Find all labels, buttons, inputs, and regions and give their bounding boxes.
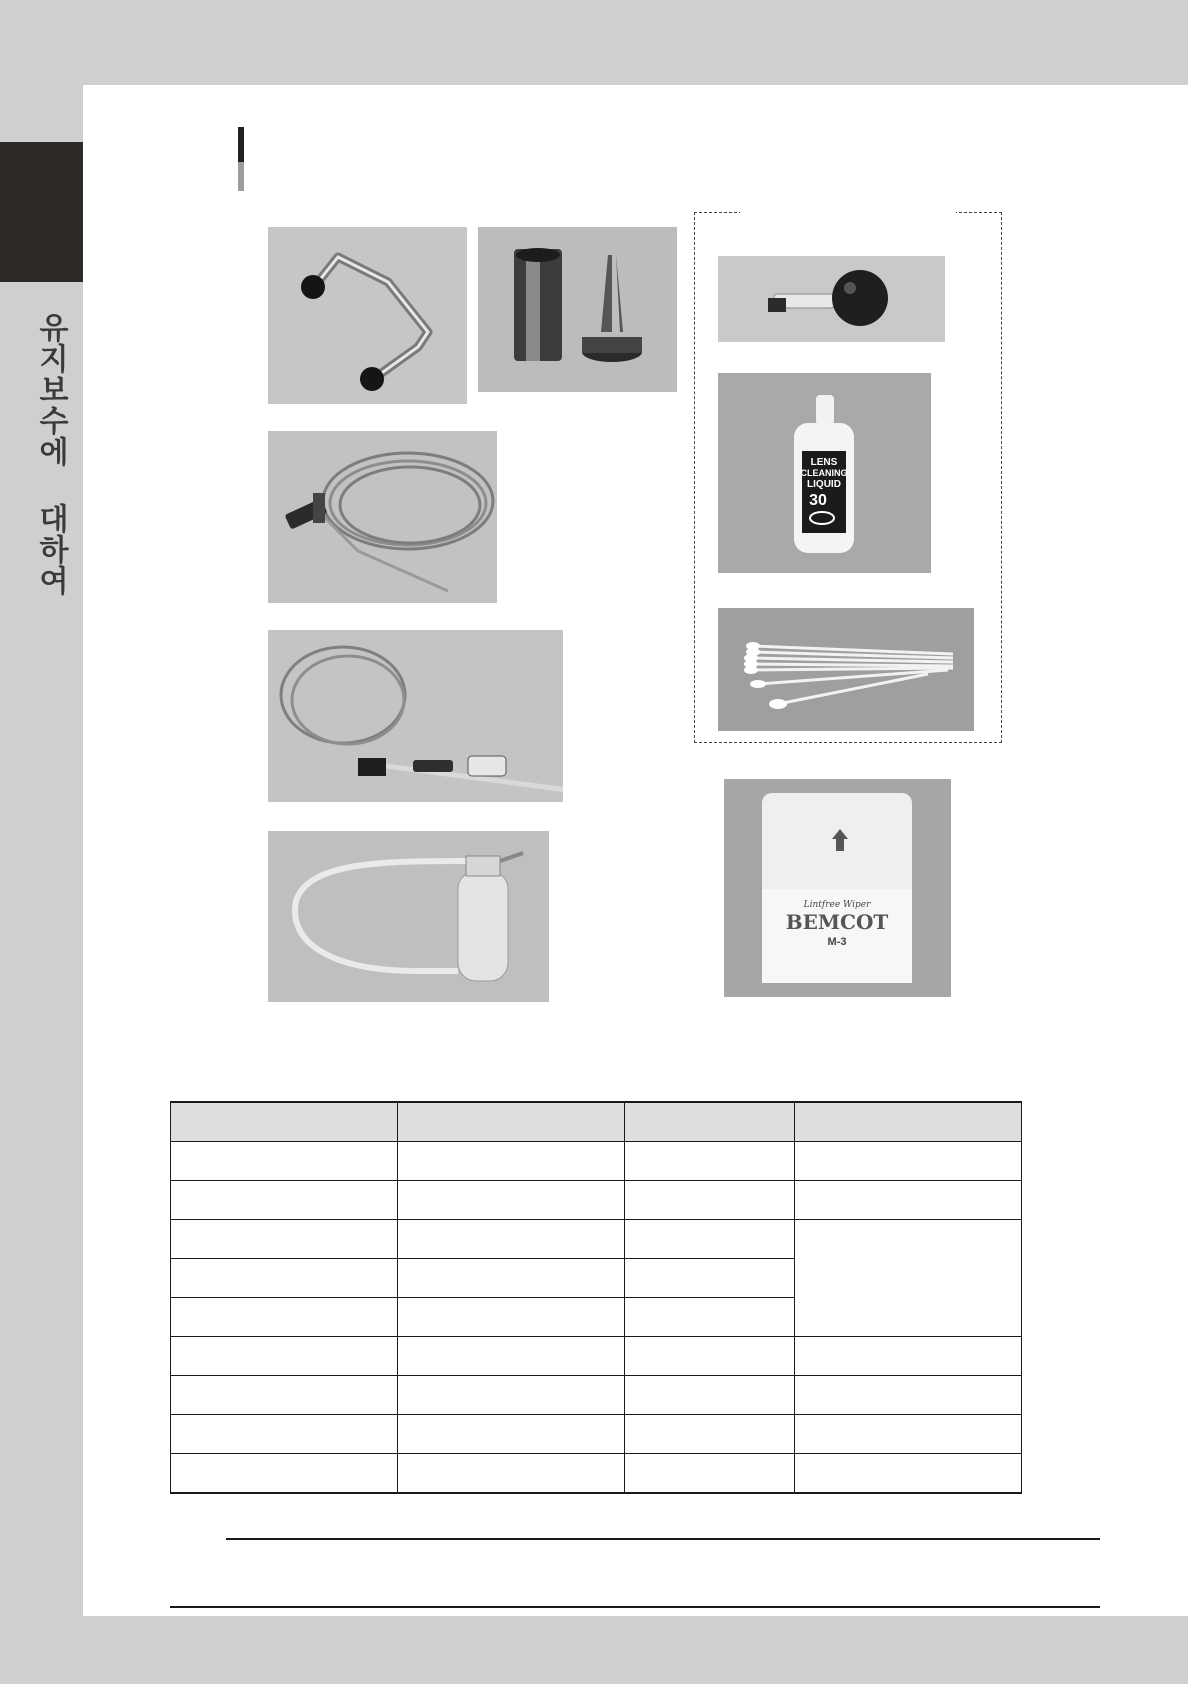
table-cell (171, 1415, 398, 1454)
blower-icon (718, 256, 945, 342)
table-cell (795, 1337, 1022, 1376)
wipe-pack-icon (724, 779, 951, 997)
table-cell (171, 1142, 398, 1181)
chapter-label: 유지보수에 대하여 (33, 312, 68, 596)
photo-nozzle-tips (478, 227, 677, 392)
table-header-row (171, 1102, 1022, 1142)
chapter-tab[interactable] (0, 142, 83, 282)
table-cell (398, 1298, 625, 1337)
table-cell (398, 1415, 625, 1454)
liquid-label-3: LIQUID (807, 479, 841, 490)
wipe-label-1: Lintfree Wiper (803, 900, 871, 910)
table-row (171, 1415, 1022, 1454)
table-cell (398, 1337, 625, 1376)
column-header (625, 1102, 795, 1142)
photo-coiled-tube (268, 431, 497, 603)
bracket-icon (268, 227, 467, 404)
footer-divider (170, 1606, 1100, 1608)
table-cell (171, 1454, 398, 1494)
table-cell-merged (795, 1220, 1022, 1337)
liquid-label-2: CLEANING (800, 468, 848, 478)
table-cell (625, 1376, 795, 1415)
liquid-label-4: 30 (809, 492, 827, 509)
wipe-label-3: M-3 (827, 936, 847, 948)
table-cell (795, 1181, 1022, 1220)
table-cell (171, 1259, 398, 1298)
bottle-icon (268, 831, 549, 1002)
group-label-gap (740, 208, 956, 216)
column-header (171, 1102, 398, 1142)
table-cell (625, 1454, 795, 1494)
table-cell (625, 1298, 795, 1337)
liquid-bottle-icon (718, 373, 931, 573)
table-cell (171, 1220, 398, 1259)
table-row (171, 1142, 1022, 1181)
table-row (171, 1220, 1022, 1259)
table-cell (795, 1376, 1022, 1415)
liquid-label-1: LENS (810, 457, 838, 468)
table-cell (625, 1181, 795, 1220)
table-row (171, 1181, 1022, 1220)
table-row (171, 1337, 1022, 1376)
table-cell (398, 1259, 625, 1298)
swab-icon (718, 608, 974, 731)
wipe-label-2: BEMCOT (785, 910, 889, 934)
parts-table (170, 1101, 1022, 1494)
table-row (171, 1454, 1022, 1494)
column-header (795, 1102, 1022, 1142)
table-cell (795, 1415, 1022, 1454)
tube-icon (268, 431, 497, 603)
table-cell (795, 1142, 1022, 1181)
section-heading-marker (238, 127, 244, 191)
table-cell (625, 1337, 795, 1376)
table-cell (398, 1181, 625, 1220)
table-cell (625, 1259, 795, 1298)
table-cell (171, 1337, 398, 1376)
table-cell (171, 1376, 398, 1415)
photo-oil-bottle (268, 831, 549, 1002)
table-cell (398, 1142, 625, 1181)
photo-air-blower (718, 256, 945, 342)
table-cell (625, 1415, 795, 1454)
photo-lintfree-wipes (724, 779, 951, 997)
filter-tube-icon (268, 630, 563, 802)
table-cell (795, 1454, 1022, 1494)
note-divider (226, 1538, 1100, 1540)
table-cell (398, 1220, 625, 1259)
nozzle-icon (478, 227, 677, 392)
photo-u-bracket (268, 227, 467, 404)
table-cell (625, 1220, 795, 1259)
table-cell (171, 1181, 398, 1220)
photo-lens-liquid (718, 373, 931, 573)
table-cell (625, 1142, 795, 1181)
table-cell (398, 1454, 625, 1494)
photo-tube-filters (268, 630, 563, 802)
photo-cotton-swabs (718, 608, 974, 731)
column-header (398, 1102, 625, 1142)
table-cell (171, 1298, 398, 1337)
table-row (171, 1376, 1022, 1415)
table-cell (398, 1376, 625, 1415)
